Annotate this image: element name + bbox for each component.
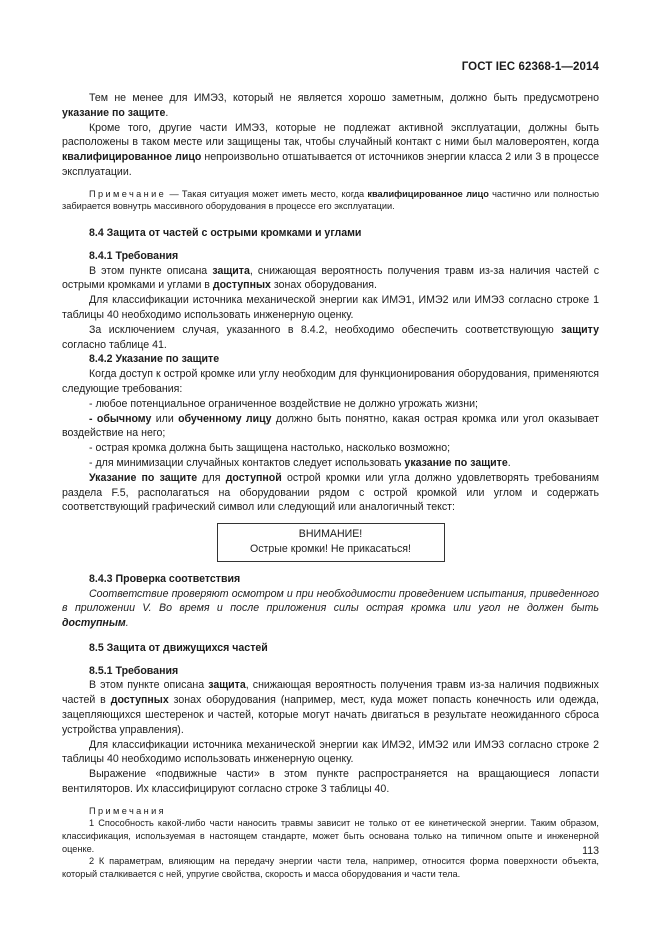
text: - для минимизации случайных контактов следует использовать bbox=[89, 456, 405, 469]
note bbox=[62, 188, 599, 213]
notes-label bbox=[62, 805, 599, 818]
text: непроизвольно отшатывается от источников энергии класса 2 или 3 в процессе эксплуатации. bbox=[62, 151, 600, 178]
text: Соответствие проверяют осмотром и при необходимости проведением испытания, приведенного в приложении V. Во время и после приложения силы острая кромка или угол не должен быть bbox=[62, 587, 599, 615]
text: В этом пункте описана bbox=[89, 679, 209, 692]
warning-sign-wrapper bbox=[62, 523, 599, 562]
paragraph bbox=[62, 471, 599, 515]
term: доступным bbox=[62, 617, 126, 630]
note-label: Примечание bbox=[89, 188, 167, 199]
paragraph bbox=[62, 587, 599, 631]
paragraph: Когда доступ к острой кромке или углу необходим для функционирования оборудования, применяются следующие требования: bbox=[62, 368, 599, 395]
term: Указание по защите bbox=[89, 471, 198, 484]
text: За исключением случая, указанного в 8.4.2, необходимо обеспечить соответствующую bbox=[89, 323, 562, 336]
text: . bbox=[507, 456, 511, 469]
term: квалифицированное лицо bbox=[367, 188, 489, 199]
text: , снижающая вероятность получения травм из-за наличия частей с острыми кромками и углами в bbox=[62, 264, 599, 292]
text: острой кромки или угла должно удовлетворять требованиям раздела F.5, располагаться на оборудовании рядом с острой кромкой или углом и содержать соответствующий графический символ или следующий или аналогичный текст: bbox=[62, 471, 599, 514]
warning-title: ВНИМАНИЕ! bbox=[298, 528, 363, 541]
subsection-title: 8.4.3 Проверка соответствия bbox=[89, 572, 241, 585]
list-item: - любое потенциальное ограниченное воздействие не должно угрожать жизни; bbox=[89, 397, 478, 410]
warning-text: Острые кромки! Не прикасаться! bbox=[250, 542, 411, 555]
text: В этом пункте описана bbox=[89, 264, 213, 277]
warning-box bbox=[217, 523, 445, 562]
section-title: 8.4 Защита от частей с острыми кромками и углами bbox=[89, 226, 362, 239]
paragraph bbox=[62, 91, 599, 121]
text: Тем не менее для ИМЭ3, который не является хорошо заметным, должно быть предусмотрено bbox=[89, 92, 599, 104]
text: . bbox=[125, 617, 129, 630]
text: . bbox=[165, 106, 169, 119]
term: защита bbox=[208, 679, 246, 692]
text: или bbox=[151, 412, 179, 425]
note: 2 К параметрам, влияющим на передачу энергии части тела, например, относится форма поверхности объекта, который сталкивается с ней, упругие свойства, скорость и масса оборудования и части тела. bbox=[62, 856, 599, 879]
text: частично или полностью забирается вовнутрь массивного оборудования в процессе его эксплуатации. bbox=[62, 188, 600, 212]
paragraph bbox=[62, 264, 599, 294]
text: - bbox=[89, 412, 97, 425]
list-item bbox=[62, 412, 599, 442]
term: обычному bbox=[96, 412, 152, 425]
paragraph: Для классификации источника механической энергии как ИМЭ1, ИМЭ2 или ИМЭ3 согласно строке 1 таблицы 40 необходимо использовать инженерную оценку. bbox=[62, 294, 599, 321]
text: Кроме того, другие части ИМЭ3, которые не подлежат активной эксплуатации, должны быть расположены в таком месте или защищены так, чтобы случайный контакт с ними был маловероятен, когда bbox=[62, 121, 599, 149]
text: зонах оборудования (например, мест, куда может попасть конечность или одежда, зацепляющихся шестеренок и частей, которые могут начать двигаться в результате неожиданного сброса устройства управления). bbox=[62, 694, 599, 736]
paragraph bbox=[62, 121, 599, 180]
term: доступной bbox=[225, 471, 282, 484]
section-title: 8.5 Защита от движущихся частей bbox=[89, 641, 268, 654]
paragraph bbox=[62, 323, 599, 353]
notes-label-text: Примечания bbox=[89, 805, 167, 816]
term: защита bbox=[212, 264, 250, 277]
term: обученному лицу bbox=[178, 412, 272, 425]
paragraph: Выражение «подвижные части» в этом пункте распространяется на вращающиеся лопасти вентиляторов. Их классифицируют согласно строке 3 таблицы 40. bbox=[62, 768, 599, 796]
term: указание по защите bbox=[62, 106, 166, 119]
text: , снижающая вероятность получения травм из-за наличия подвижных частей в bbox=[62, 679, 599, 707]
page-body bbox=[62, 91, 599, 880]
text: согласно таблице 41. bbox=[62, 338, 167, 351]
subsection-title: 8.4.2 Указание по защите bbox=[89, 353, 220, 366]
list-item bbox=[62, 456, 599, 471]
text: должно быть понятно, какая острая кромка или угол оказывает воздействие на него; bbox=[62, 412, 599, 440]
term: квалифицированное лицо bbox=[62, 151, 202, 164]
page-number: 113 bbox=[582, 845, 599, 857]
subsection-title: 8.5.1 Требования bbox=[89, 664, 179, 677]
text: зонах оборудования. bbox=[270, 279, 377, 292]
note: 1 Способность какой-либо части наносить травмы зависит не только от ее кинетической энергии. Таким образом, классификация, используемая в настоящем стандарте, может быть основана только на типичном опыте и инженерной оценке. bbox=[62, 818, 599, 854]
term: доступных bbox=[110, 694, 169, 707]
term: указание по защите bbox=[404, 456, 508, 469]
text: — Такая ситуация может иметь место, когда bbox=[166, 188, 368, 199]
subsection-title: 8.4.1 Требования bbox=[89, 249, 179, 262]
term: доступных bbox=[212, 279, 271, 292]
text: для bbox=[197, 471, 226, 484]
standard-header: ГОСТ IEC 62368-1—2014 bbox=[461, 61, 599, 73]
term: защиту bbox=[561, 323, 599, 336]
list-item: - острая кромка должна быть защищена настолько, насколько возможно; bbox=[89, 442, 451, 455]
paragraph: Для классификации источника механической энергии как ИМЭ2, ИМЭ2 или ИМЭ3 согласно строке 2 таблицы 40 необходимо использовать инженерную оценку. bbox=[62, 738, 599, 766]
paragraph bbox=[62, 678, 599, 737]
